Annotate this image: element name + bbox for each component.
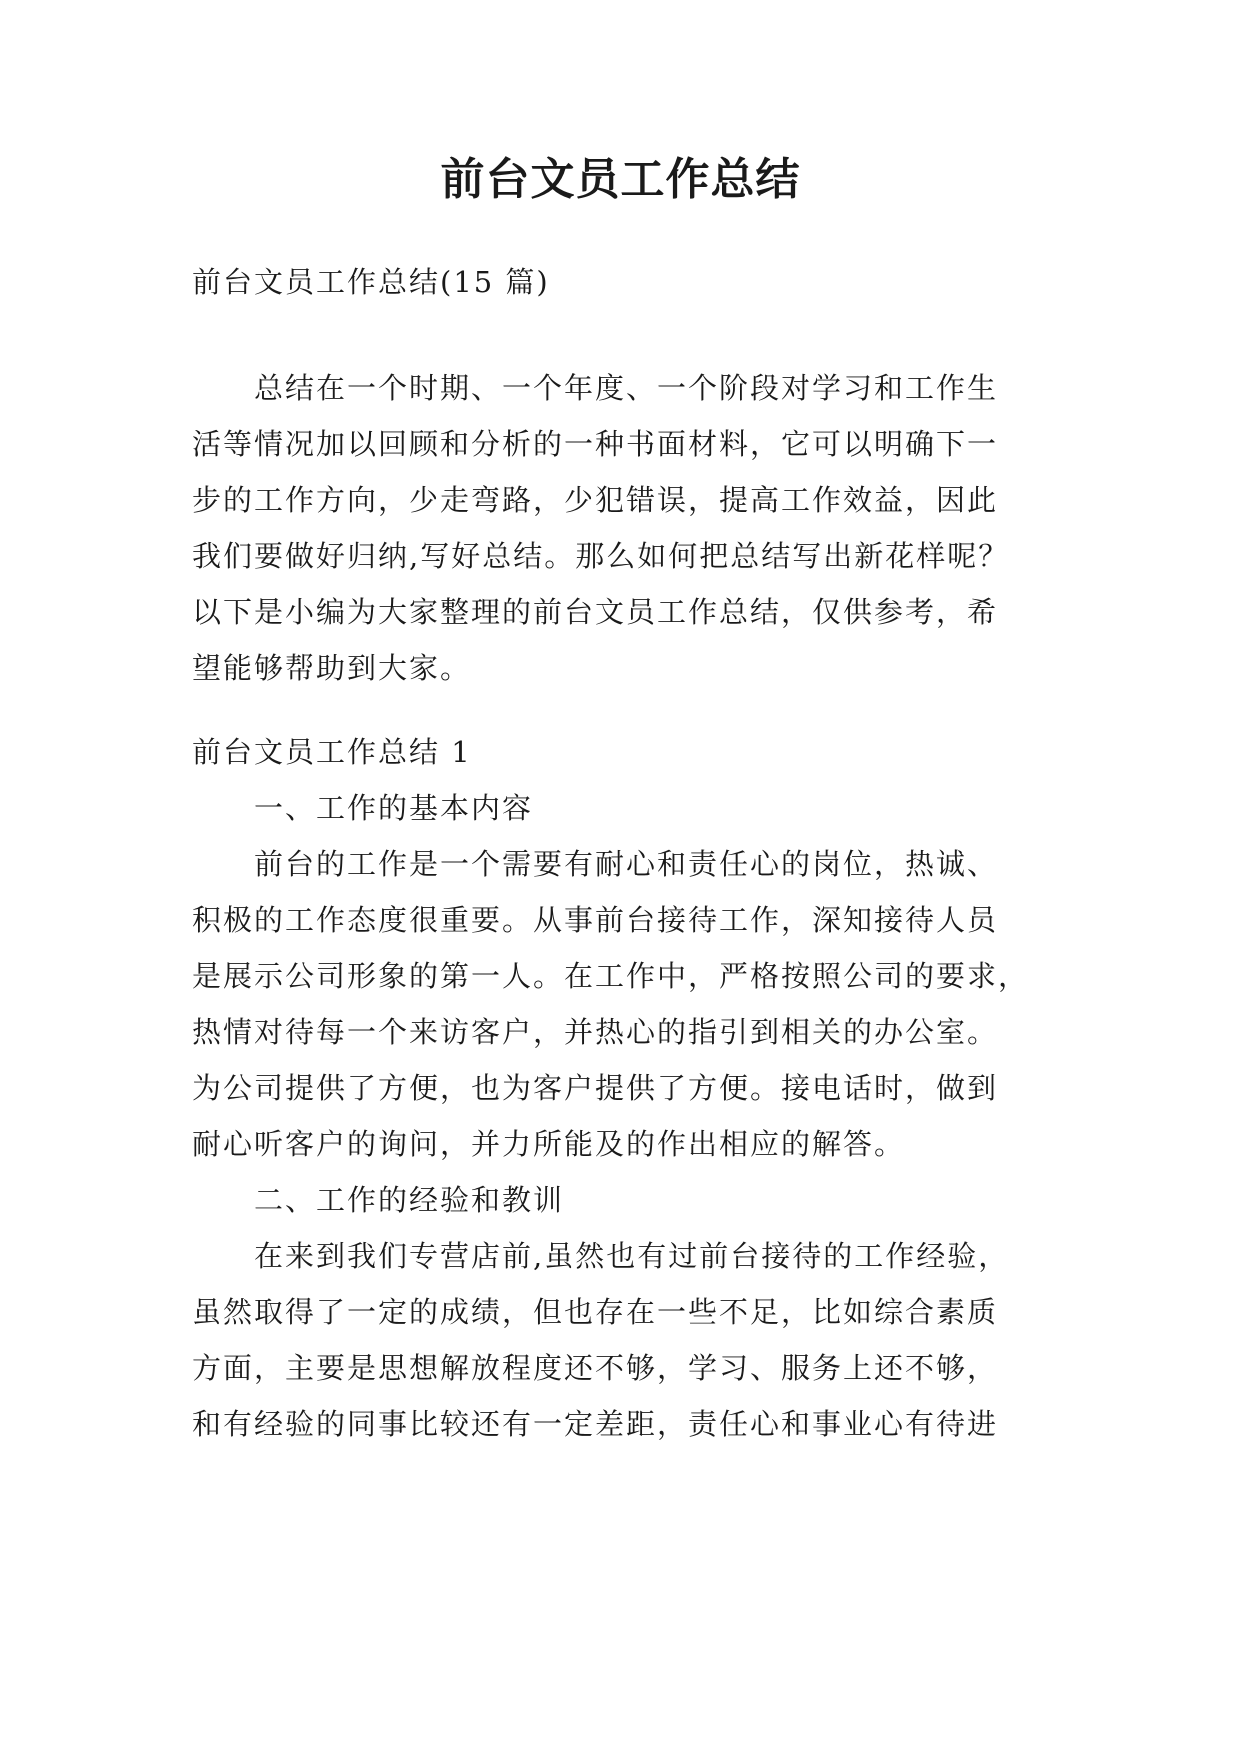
intro-paragraph bbox=[192, 360, 1072, 696]
subtitle-line: 前台文员工作总结(15 篇) bbox=[192, 265, 550, 299]
document-subtitle bbox=[192, 254, 1072, 310]
intro-line: 我们要做好归纳,写好总结。那么如何把总结写出新花样呢？ bbox=[192, 539, 1010, 573]
body-line: 积极的工作态度很重要。从事前台接待工作，深知接待人员 bbox=[192, 903, 999, 937]
body-line: 耐心听客户的询问，并力所能及的作出相应的解答。 bbox=[192, 1127, 906, 1161]
document-title: 前台文员工作总结 bbox=[440, 154, 801, 205]
intro-line: 活等情况加以回顾和分析的一种书面材料，它可以明确下一 bbox=[192, 427, 999, 461]
subheading-line: 二、工作的经验和教训 bbox=[192, 1183, 565, 1217]
body-line: 是展示公司形象的第一人。在工作中，严格按照公司的要求， bbox=[192, 959, 1030, 993]
intro-line: 总结在一个时期、一个年度、一个阶段对学习和工作生 bbox=[192, 371, 999, 405]
section-1-body bbox=[192, 780, 1072, 1452]
body-line: 方面，主要是思想解放程度还不够，学习、服务上还不够， bbox=[192, 1351, 999, 1385]
body-line: 前台的工作是一个需要有耐心和责任心的岗位，热诚、 bbox=[192, 847, 999, 881]
intro-line: 步的工作方向，少走弯路，少犯错误，提高工作效益，因此 bbox=[192, 483, 999, 517]
section-heading-line: 前台文员工作总结 1 bbox=[192, 735, 472, 769]
body-line: 热情对待每一个来访客户，并热心的指引到相关的办公室。 bbox=[192, 1015, 999, 1049]
subheading-line: 一、工作的基本内容 bbox=[192, 791, 534, 825]
intro-line: 以下是小编为大家整理的前台文员工作总结，仅供参考，希 bbox=[192, 595, 999, 629]
body-line: 和有经验的同事比较还有一定差距，责任心和事业心有待进 bbox=[192, 1407, 999, 1441]
body-line: 虽然取得了一定的成绩，但也存在一些不足，比如综合素质 bbox=[192, 1295, 999, 1329]
intro-line: 望能够帮助到大家。 bbox=[192, 651, 472, 685]
body-line: 在来到我们专营店前,虽然也有过前台接待的工作经验， bbox=[192, 1239, 1010, 1273]
body-line: 为公司提供了方便，也为客户提供了方便。接电话时，做到 bbox=[192, 1071, 999, 1105]
section-1-heading bbox=[192, 724, 1072, 780]
